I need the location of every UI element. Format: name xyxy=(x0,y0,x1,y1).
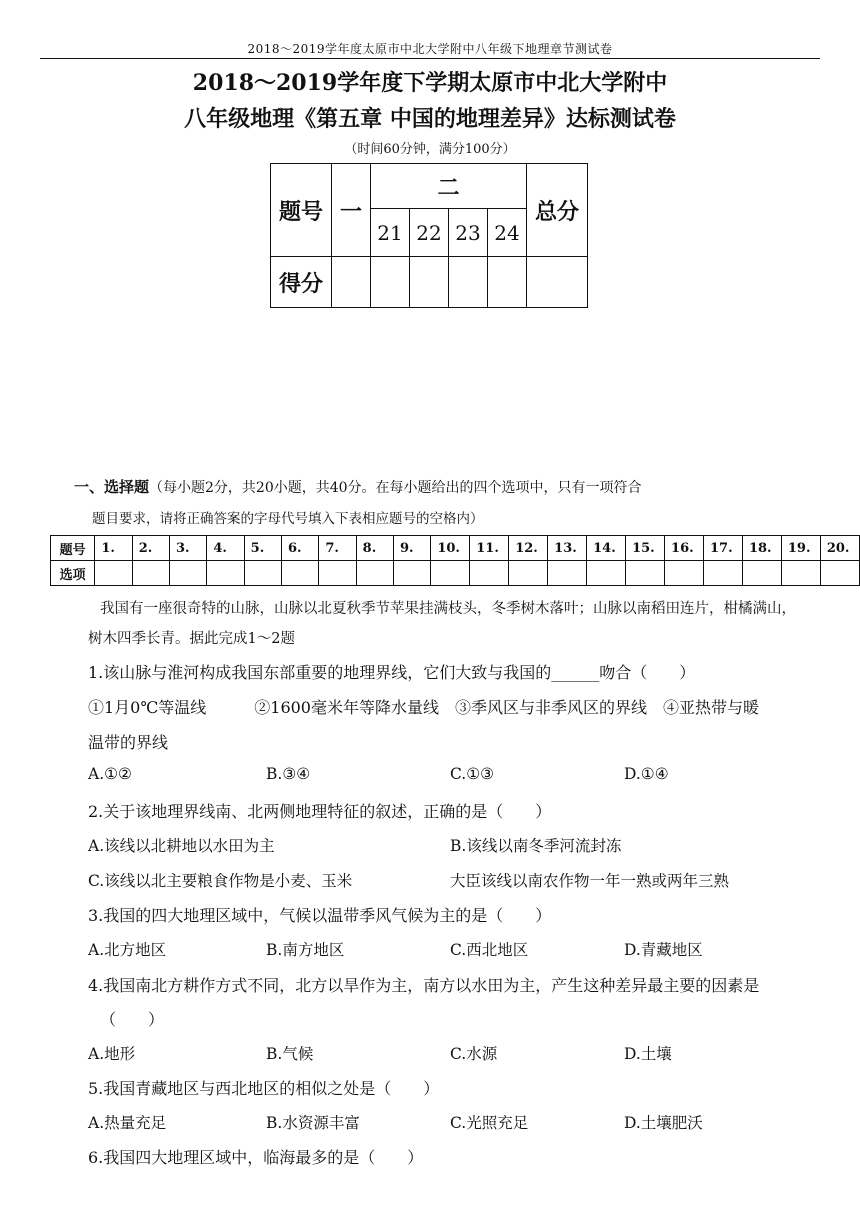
q1-option-b[interactable]: B.③④ xyxy=(266,765,311,783)
q5-option-d[interactable]: D.土壤肥沃 xyxy=(624,1114,703,1132)
answer-cell[interactable] xyxy=(703,561,742,586)
q3-option-a[interactable]: A.北方地区 xyxy=(88,941,167,959)
answer-number-row xyxy=(51,536,860,561)
score-cell[interactable] xyxy=(410,257,449,308)
answer-number: 4. xyxy=(207,536,244,561)
answer-number: 6. xyxy=(282,536,319,561)
answer-cell[interactable] xyxy=(393,561,430,586)
answer-choice-row xyxy=(51,561,860,586)
q5-option-a[interactable]: A.热量充足 xyxy=(88,1114,167,1132)
q4-option-c[interactable]: C.水源 xyxy=(450,1045,498,1063)
answer-cell[interactable] xyxy=(431,561,470,586)
answer-cell[interactable] xyxy=(781,561,820,586)
answer-number: 2. xyxy=(132,536,169,561)
q1-stem: 1.该山脉与淮河构成我国东部重要的地理界线，它们大致与我国的______吻合（ ） xyxy=(88,663,696,682)
score-cell[interactable] xyxy=(332,257,371,308)
score-total-label: 总分 xyxy=(527,164,588,257)
q2-option-a[interactable]: A.该线以北耕地以水田为主 xyxy=(88,837,275,855)
answer-cell[interactable] xyxy=(244,561,281,586)
q3-option-b[interactable]: B.南方地区 xyxy=(266,941,345,959)
score-row1-label: 题号 xyxy=(271,164,332,257)
answer-row1-label: 题号 xyxy=(51,536,95,561)
score-col-two: 二 xyxy=(371,164,527,209)
q2-option-d[interactable]: 大臣该线以南农作物一年一熟或两年三熟 xyxy=(450,872,730,890)
answer-cell[interactable] xyxy=(742,561,781,586)
score-col-one: 一 xyxy=(332,164,371,257)
running-header: 2018～2019学年度太原市中北大学附中八年级下地理章节测试卷 xyxy=(247,42,613,56)
q1-statements: ①1月0℃等温线 ②1600毫米年等降水量线 ③季风区与非季风区的界线 ④亚热带与暖 xyxy=(88,698,759,717)
answer-cell[interactable] xyxy=(207,561,244,586)
q1-option-c[interactable]: C.①③ xyxy=(450,765,495,783)
q4-option-b[interactable]: B.气候 xyxy=(266,1045,314,1063)
answer-cell[interactable] xyxy=(132,561,169,586)
score-sub-col: 22 xyxy=(410,209,449,257)
q2-stem: 2.关于该地理界线南、北两侧地理特征的叙述，正确的是（ ） xyxy=(88,802,552,821)
section1-heading-line xyxy=(74,476,642,497)
answer-number: 9. xyxy=(393,536,430,561)
q4-option-d[interactable]: D.土壤 xyxy=(624,1045,672,1063)
answer-cell[interactable] xyxy=(170,561,207,586)
answer-number: 8. xyxy=(356,536,393,561)
answer-number: 14. xyxy=(587,536,626,561)
answer-number: 20. xyxy=(820,536,859,561)
q4-stem: 4.我国南北方耕作方式不同，北方以旱作为主，南方以水田为主，产生这种差异最主要的因素是 xyxy=(88,976,760,995)
passage-line2: 树木四季长青。据此完成1～2题 xyxy=(88,631,295,647)
section1-note-line2: 题目要求，请将正确答案的字母代号填入下表相应题号的空格内） xyxy=(92,511,484,527)
answer-number: 7. xyxy=(319,536,356,561)
score-row2-label: 得分 xyxy=(271,257,332,308)
answer-number: 11. xyxy=(470,536,509,561)
exam-title-line2: 八年级地理《第五章 中国的地理差异》达标测试卷 xyxy=(184,106,676,132)
q1-option-d[interactable]: D.①④ xyxy=(624,765,669,783)
answer-table xyxy=(50,535,860,586)
q3-option-c[interactable]: C.西北地区 xyxy=(450,941,529,959)
header-rule xyxy=(40,58,820,59)
q5-stem: 5.我国青藏地区与西北地区的相似之处是（ ） xyxy=(88,1079,440,1098)
answer-number: 16. xyxy=(665,536,704,561)
q3-option-d[interactable]: D.青藏地区 xyxy=(624,941,703,959)
answer-number: 18. xyxy=(742,536,781,561)
answer-number: 19. xyxy=(781,536,820,561)
answer-cell[interactable] xyxy=(282,561,319,586)
q6-stem: 6.我国四大地理区域中，临海最多的是（ ） xyxy=(88,1148,424,1167)
answer-number: 13. xyxy=(548,536,587,561)
answer-cell[interactable] xyxy=(509,561,548,586)
answer-number: 15. xyxy=(626,536,665,561)
score-cell[interactable] xyxy=(527,257,588,308)
q2-option-c[interactable]: C.该线以北主要粮食作物是小麦、玉米 xyxy=(88,872,353,890)
answer-number: 1. xyxy=(95,536,132,561)
answer-number: 3. xyxy=(170,536,207,561)
answer-cell[interactable] xyxy=(95,561,132,586)
q1-statements-cont: 温带的界线 xyxy=(88,733,169,752)
section1-note: （每小题2分，共20小题，共40分。在每小题给出的四个选项中，只有一项符合 xyxy=(149,480,642,496)
answer-cell[interactable] xyxy=(820,561,859,586)
exam-title-line1: 2018～2019学年度下学期太原市中北大学附中 xyxy=(192,70,668,96)
answer-number: 17. xyxy=(703,536,742,561)
answer-row2-label: 选项 xyxy=(51,561,95,586)
answer-cell[interactable] xyxy=(319,561,356,586)
score-table xyxy=(270,163,588,308)
q5-option-c[interactable]: C.光照充足 xyxy=(450,1114,529,1132)
score-cell[interactable] xyxy=(371,257,410,308)
answer-number: 5. xyxy=(244,536,281,561)
q2-option-b[interactable]: B.该线以南冬季河流封冻 xyxy=(450,837,622,855)
q1-option-a[interactable]: A.①② xyxy=(88,765,132,783)
answer-cell[interactable] xyxy=(356,561,393,586)
answer-cell[interactable] xyxy=(665,561,704,586)
answer-cell[interactable] xyxy=(626,561,665,586)
q5-option-b[interactable]: B.水资源丰富 xyxy=(266,1114,360,1132)
score-sub-col: 23 xyxy=(449,209,488,257)
answer-number: 10. xyxy=(431,536,470,561)
time-note: （时间60分钟，满分100分） xyxy=(344,142,516,157)
score-cell[interactable] xyxy=(488,257,527,308)
score-sub-col: 21 xyxy=(371,209,410,257)
answer-cell[interactable] xyxy=(470,561,509,586)
score-sub-col: 24 xyxy=(488,209,527,257)
score-cell[interactable] xyxy=(449,257,488,308)
q4-stem-cont: （ ） xyxy=(100,1010,165,1029)
answer-cell[interactable] xyxy=(548,561,587,586)
section1-heading: 一、选择题 xyxy=(74,478,150,496)
answer-cell[interactable] xyxy=(587,561,626,586)
q4-option-a[interactable]: A.地形 xyxy=(88,1045,136,1063)
passage-line1: 我国有一座很奇特的山脉，山脉以北夏秋季节苹果挂满枝头，冬季树木落叶；山脉以南稻田连片，柑橘满山， xyxy=(100,601,796,617)
answer-number: 12. xyxy=(509,536,548,561)
q3-stem: 3.我国的四大地理区域中，气候以温带季风气候为主的是（ ） xyxy=(88,906,552,925)
